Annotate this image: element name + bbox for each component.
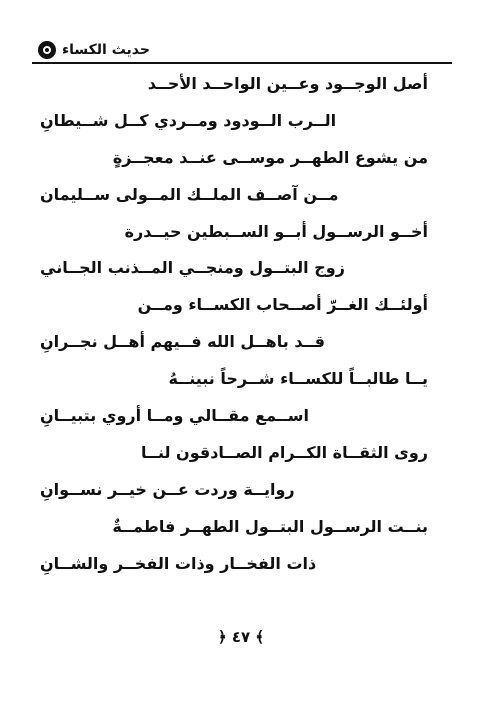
running-header — [32, 38, 452, 64]
verse-line: أولئــك الغــرّ أصــحاب الكســاء ومــن — [137, 295, 428, 315]
verse-line: ذات الفخــار وذات الفخــر والشــانِ — [40, 553, 317, 573]
verse-line: روايــة وردت عــن خيــر نســوانِ — [40, 479, 295, 499]
verse-line: مــن آصــف الملــك المــولى ســليمان — [40, 184, 339, 204]
seal-emblem-icon — [38, 41, 56, 59]
poem-body — [40, 66, 428, 582]
verse-line: أصل الوجــود وعــين الواحــد الأحــد — [147, 74, 428, 93]
verse-line: روى الثقــاة الكــرام الصــادقون لنــا — [141, 442, 428, 462]
verse-line: اســمع مقــالي ومــا أروي بتبيــانِ — [40, 406, 309, 426]
header-title: حديث الكساء — [62, 42, 150, 58]
verse-line: أخــو الرســول أبــو الســبطين حيــدرة — [124, 221, 428, 241]
header-tab — [32, 38, 158, 64]
verse-line: قــد باهــل الله فــيهم أهــل نجــرانِ — [40, 332, 325, 352]
verse-line: زوج البتــول ومنجــي المــذنب الجــاني — [40, 258, 345, 278]
page-number: ﴿ ٤٧ ﴾ — [217, 628, 265, 646]
verse-line: الــرب الــودود ومــردي كــل شــيطانِ — [40, 110, 337, 130]
verse-line: بنــت الرســول البتــول الطهــر فاطمــةٌ — [112, 516, 428, 536]
verse-line: من يشوع الطهــر موســى عنــد معجــزةٍ — [112, 147, 428, 167]
verse-line: يــا طالبــاً للكســاء شــرحاً نبينــهُ — [168, 369, 428, 389]
